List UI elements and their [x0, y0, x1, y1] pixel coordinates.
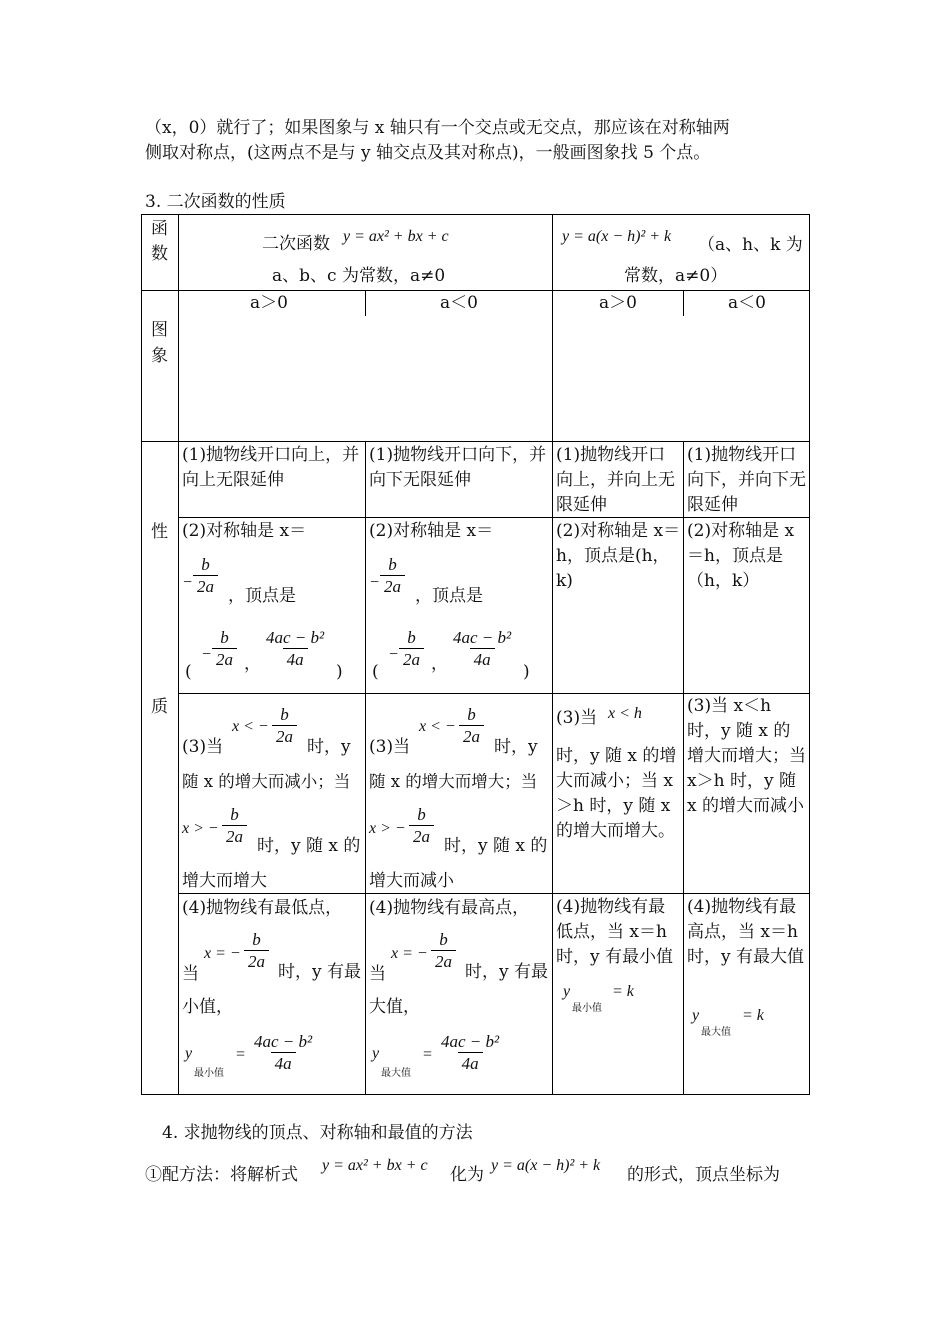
- method-1-formula-general: y = ax² + bx + c: [322, 1157, 428, 1174]
- table-row-divider: [141, 441, 810, 442]
- frac-numerator: b: [220, 628, 229, 647]
- frac-numerator: b: [467, 705, 476, 724]
- header-general-text: 二次函数: [262, 234, 330, 254]
- frac-numerator: b: [439, 930, 448, 949]
- frac-numerator: b: [230, 805, 239, 824]
- minus-sign: −: [202, 646, 212, 663]
- property-4-when: 当: [369, 964, 386, 984]
- section-3-title: 3. 二次函数的性质: [145, 192, 286, 212]
- fraction-b-over-2a: [380, 555, 405, 598]
- fraction-b-over-2a: [409, 805, 434, 848]
- y-subscript: 最大值: [701, 1027, 731, 1038]
- frac-numerator: b: [280, 705, 289, 724]
- property-4-then: 时，y 有最: [278, 962, 362, 982]
- fraction-extreme-value: [437, 1032, 503, 1075]
- minus-sign: −: [389, 646, 399, 663]
- fraction-b-over-2a: [459, 705, 484, 748]
- property-3-middle: 随 x 的增大而减小；当: [182, 772, 351, 791]
- y-subscript: 最小值: [572, 1003, 602, 1014]
- condition-a-positive: a＞0: [250, 293, 288, 313]
- frac-denominator: 4a: [458, 1052, 483, 1075]
- paren-open: (: [185, 662, 192, 682]
- intro-line-1: （x，0）就行了；如果图象与 x 轴只有一个交点或无交点，那应该在对称轴两: [145, 118, 730, 138]
- table-border-left: [141, 214, 142, 1095]
- math-x-less-h: x < h: [608, 705, 642, 722]
- property-1-col-4: (1)抛物线开口向下，并向下无限延伸: [687, 445, 806, 515]
- table-col-divider: [365, 441, 366, 1095]
- math-y: y: [185, 1045, 193, 1062]
- math-x-greater: x > −: [369, 820, 406, 837]
- property-3-col-4: (3)当 x＜h 时，y 随 x 的增大而增大；当 x＞h 时，y 随 x 的增大而减小: [687, 696, 806, 816]
- frac-denominator: 4a: [271, 1052, 296, 1075]
- header-general-formula: y = ax² + bx + c: [343, 228, 449, 245]
- math-equals-k: = k: [742, 1007, 764, 1024]
- header-vertex-note-1: （a、h、k 为: [698, 235, 803, 255]
- frac-numerator: 4ac − b²: [254, 1032, 313, 1051]
- method-1-end: 的形式，顶点坐标为: [627, 1165, 780, 1185]
- row-label-property-2: 质: [151, 697, 168, 717]
- header-vertex-formula: y = a(x − h)² + k: [562, 228, 672, 245]
- frac-numerator: b: [388, 555, 397, 574]
- section-4-title: 4. 求抛物线的顶点、对称轴和最值的方法: [162, 1123, 473, 1143]
- condition-a-negative: a＜0: [440, 293, 478, 313]
- fraction-b-over-2a: [193, 555, 218, 598]
- property-2-axis-text: (2)对称轴是 x＝: [369, 521, 494, 541]
- intro-line-2: 侧取对称点，(这两点不是与 y 轴交点及其对称点)，一般画图象找 5 个点。: [145, 143, 711, 163]
- frac-denominator: 2a: [431, 950, 456, 973]
- property-2-vertex-text: ，顶点是: [228, 586, 296, 606]
- paren-open: (: [372, 662, 379, 682]
- equals-sign: =: [236, 1046, 246, 1063]
- math-x-greater: x > −: [182, 820, 219, 837]
- frac-denominator: 4a: [470, 648, 495, 671]
- frac-numerator: b: [407, 628, 416, 647]
- table-border-right: [809, 214, 810, 1095]
- frac-denominator: 2a: [222, 825, 247, 848]
- property-3-then-y-2: 时，y 随 x 的: [444, 836, 548, 856]
- property-2-axis-text: (2)对称轴是 x＝: [182, 521, 307, 541]
- minus-sign: −: [370, 574, 380, 591]
- property-4-col-4: (4)抛物线有最高点，当 x＝h 时，y 有最大值: [687, 897, 805, 967]
- row-label-graph-1: 图: [151, 320, 168, 340]
- method-1-label: ①配方法：将解析式: [145, 1165, 298, 1185]
- property-4-value: 小值，: [182, 997, 233, 1017]
- frac-denominator: 2a: [193, 575, 218, 598]
- frac-numerator: 4ac − b²: [453, 628, 512, 647]
- property-3-col-3: 时，y 随 x 的增大而减小；当 x＞h 时，y 随 x 的增大而增大。: [556, 746, 677, 841]
- frac-denominator: 2a: [409, 825, 434, 848]
- table-col-divider: [178, 214, 179, 1095]
- fraction-extreme-value: [250, 1032, 316, 1075]
- math-y: y: [372, 1045, 380, 1062]
- fraction-vertex-y: [262, 628, 328, 671]
- fraction-b-over-2a: [431, 930, 456, 973]
- table-border-top: [141, 214, 810, 215]
- comma: ，: [431, 654, 448, 674]
- frac-numerator: 4ac − b²: [441, 1032, 500, 1051]
- math-y: y: [563, 983, 571, 1000]
- property-2-vertex-text: ，顶点是: [415, 586, 483, 606]
- frac-numerator: b: [201, 555, 210, 574]
- property-4-head: (4)抛物线有最低点，: [182, 898, 343, 918]
- fraction-b-over-2a: [399, 628, 424, 671]
- frac-numerator: b: [417, 805, 426, 824]
- frac-denominator: 2a: [244, 950, 269, 973]
- header-vertex-note-2: 常数，a≠0）: [624, 266, 728, 286]
- property-4-when: 当: [182, 964, 199, 984]
- frac-numerator: b: [252, 930, 261, 949]
- property-1-col-2: (1)抛物线开口向下，并向下无限延伸: [369, 445, 547, 490]
- math-equals-k: = k: [612, 983, 634, 1000]
- paren-close: ): [336, 662, 343, 682]
- frac-numerator: 4ac − b²: [266, 628, 325, 647]
- method-1-formula-vertex: y = a(x − h)² + k: [491, 1157, 601, 1174]
- math-x-equals: x = −: [391, 945, 428, 962]
- property-3-then-y-2: 时，y 随 x 的: [257, 836, 361, 856]
- property-1-col-1: (1)抛物线开口向上，并向上无限延伸: [182, 445, 360, 490]
- comma: ，: [244, 654, 261, 674]
- property-2-col-3: (2)对称轴是 x＝h，顶点是(h，k): [556, 521, 681, 591]
- property-2-col-4: (2)对称轴是 x＝h，顶点是（h，k）: [687, 521, 795, 591]
- property-3-end: 增大而增大: [182, 871, 267, 891]
- frac-denominator: 2a: [380, 575, 405, 598]
- property-3-when: (3)当: [182, 737, 224, 757]
- header-general-note: a、b、c 为常数，a≠0: [272, 266, 446, 286]
- property-3-then-y: 时，y: [494, 737, 538, 757]
- y-subscript: 最大值: [381, 1068, 411, 1079]
- property-3-then-y: 时，y: [307, 737, 351, 757]
- table-col-divider: [683, 441, 684, 1095]
- frac-denominator: 4a: [283, 648, 308, 671]
- math-y: y: [692, 1007, 700, 1024]
- property-4-then: 时，y 有最: [465, 962, 549, 982]
- table-col-divider: [552, 214, 553, 1095]
- equals-sign: =: [423, 1046, 433, 1063]
- frac-denominator: 2a: [399, 648, 424, 671]
- table-row-divider: [178, 893, 810, 894]
- fraction-b-over-2a: [222, 805, 247, 848]
- fraction-b-over-2a: [212, 628, 237, 671]
- paren-close: ): [523, 662, 530, 682]
- table-col-divider: [365, 290, 366, 316]
- fraction-b-over-2a: [272, 705, 297, 748]
- row-label-graph-2: 象: [151, 346, 168, 366]
- property-3-middle: 随 x 的增大而增大；当: [369, 772, 538, 791]
- frac-denominator: 2a: [459, 725, 484, 748]
- table-col-divider: [683, 290, 684, 316]
- row-label-function-2: 数: [151, 244, 168, 264]
- condition-a-positive: a＞0: [599, 293, 637, 313]
- property-3-when: (3)当: [369, 737, 411, 757]
- property-4-head: (4)抛物线有最高点，: [369, 898, 530, 918]
- frac-denominator: 2a: [212, 648, 237, 671]
- fraction-b-over-2a: [244, 930, 269, 973]
- math-x-less: x < −: [419, 718, 456, 735]
- math-x-equals: x = −: [204, 945, 241, 962]
- frac-denominator: 2a: [272, 725, 297, 748]
- y-subscript: 最小值: [194, 1068, 224, 1079]
- table-border-bottom: [141, 1094, 810, 1095]
- property-4-value: 大值，: [369, 997, 420, 1017]
- minus-sign: −: [183, 574, 193, 591]
- property-4-col-3: (4)抛物线有最低点，当 x＝h 时，y 有最小值: [556, 897, 674, 967]
- condition-a-negative: a＜0: [728, 293, 766, 313]
- property-3-when: (3)当: [556, 708, 598, 728]
- row-label-property-1: 性: [151, 522, 168, 542]
- fraction-vertex-y: [449, 628, 515, 671]
- property-3-end: 增大而减小: [369, 871, 454, 891]
- math-x-less: x < −: [232, 718, 269, 735]
- method-1-convert: 化为: [450, 1165, 484, 1185]
- row-label-function-1: 函: [151, 219, 168, 239]
- property-1-col-3: (1)抛物线开口向上，并向上无限延伸: [556, 445, 675, 515]
